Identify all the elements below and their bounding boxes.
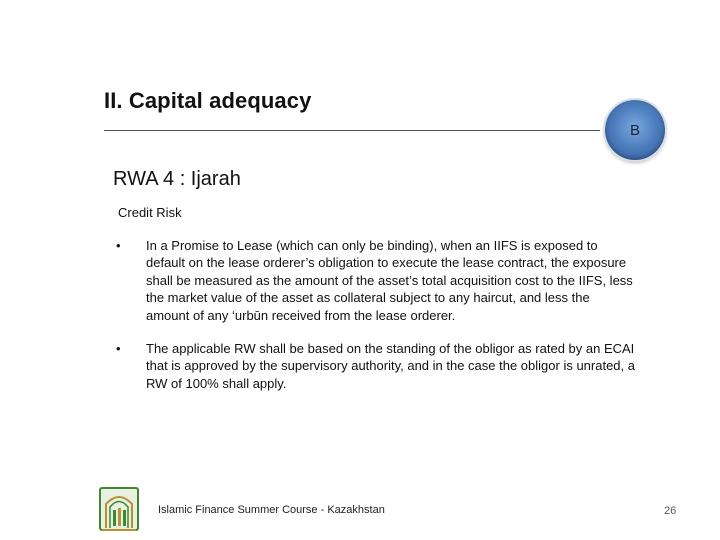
slide-subtitle: RWA 4 : Ijarah <box>113 168 241 190</box>
bullet-text: The applicable RW shall be based on the standing of the obligor as rated by an ECAI that is approved by the supervisory authority, and in the case the obligor is unrated, a RW of 100% shall apply. <box>146 341 635 391</box>
slide-title: II. Capital adequacy <box>104 88 312 113</box>
section-badge <box>605 100 665 160</box>
bullet-marker: • <box>116 341 121 357</box>
section-badge-label: B <box>629 121 640 139</box>
bullet-marker: • <box>116 238 121 253</box>
section-label: Credit Risk <box>118 205 182 220</box>
footer-course: Islamic Finance Summer Course - Kazakhstan <box>158 504 385 516</box>
bullet-list <box>116 237 636 408</box>
page-number: 26 <box>664 505 677 517</box>
logo-caption: ...... <box>116 525 122 529</box>
bullet-item <box>116 237 636 324</box>
bullet-item <box>116 340 636 392</box>
bullet-text: In a Promise to Lease (which can only be binding), when an IIFS is exposed to default on the lease orderer’s obligation to execute the lease contract, the exposure shall be measured as the amount of the asset’s total acquisition cost to the IIFS, less the market value of the asset as collateral subject to any haircut, and less the amount of any ‘urbūn received from the lease orderer. <box>146 238 633 323</box>
title-divider <box>104 130 600 131</box>
